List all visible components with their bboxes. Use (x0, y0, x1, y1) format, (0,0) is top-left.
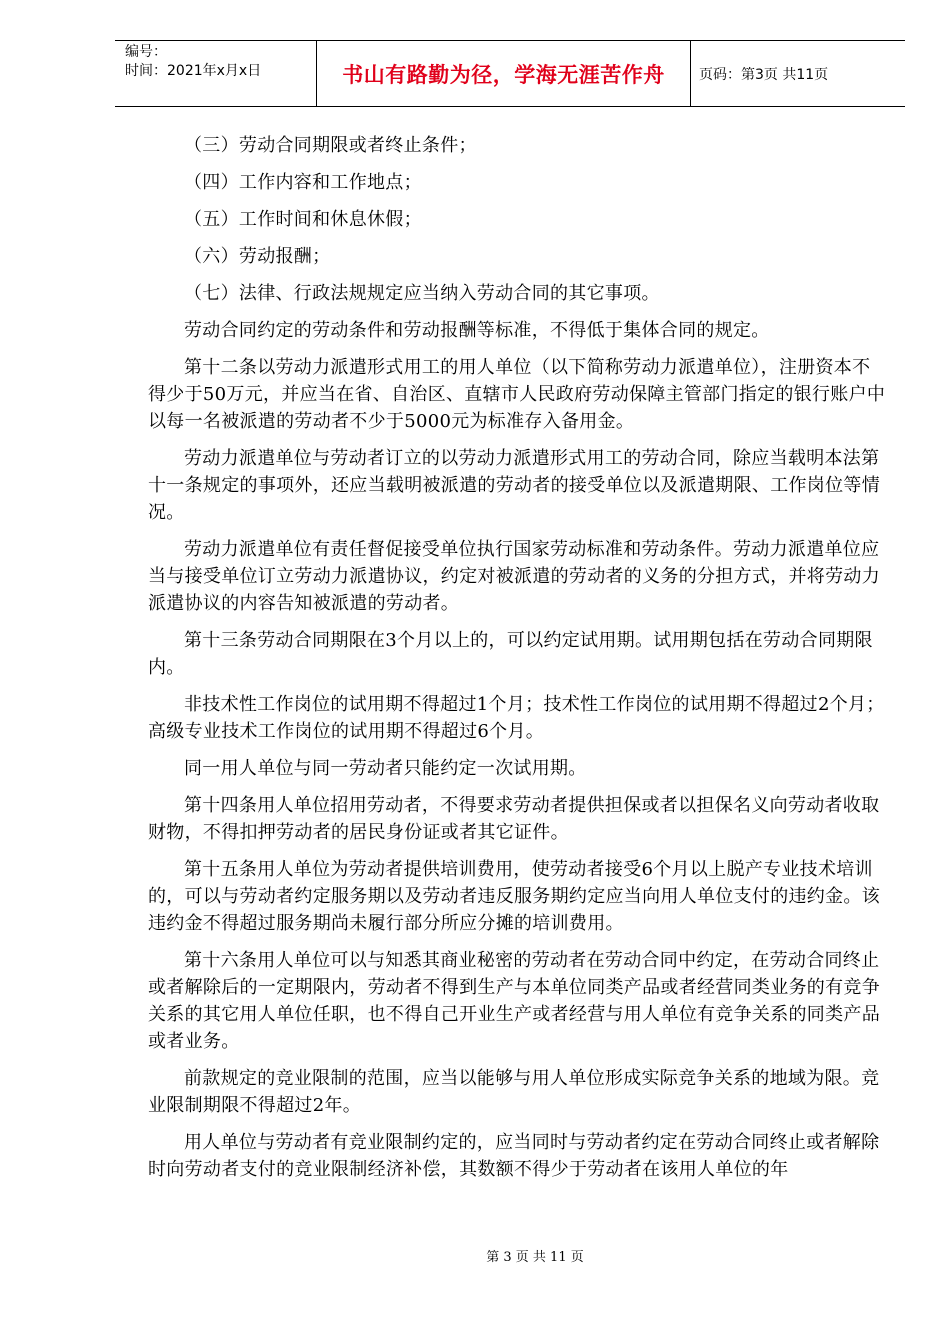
paragraph: 同一用人单位与同一劳动者只能约定一次试用期。 (184, 758, 587, 779)
paragraph: 第十四条用人单位招用劳动者，不得要求劳动者提供担保或者以担保名义向劳动者收取财物，不得扣押劳动者的居民身份证或者其它证件。 (148, 795, 880, 843)
paragraph: 第十二条以劳动力派遣形式用工的用人单位（以下简称劳动力派遣单位），注册资本不得少于50万元，并应当在省、自治区、直辖市人民政府劳动保障主管部门指定的银行账户中以每一名被派遣的劳动者不少于5000元为标准存入备用金。 (148, 357, 886, 432)
paragraph: （三）劳动合同期限或者终止条件； (184, 135, 477, 156)
paragraph: （五）工作时间和休息休假； (184, 209, 422, 230)
paragraph: 劳动力派遣单位有责任督促接受单位执行国家劳动标准和劳动条件。劳动力派遣单位应当与接受单位订立劳动力派遣协议，约定对被派遣的劳动者的义务的分担方式，并将劳动力派遣协议的内容告知被派遣的劳动者。 (148, 539, 880, 614)
paragraph: 劳动合同约定的劳动条件和劳动报酬等标准，不得低于集体合同的规定。 (184, 320, 770, 341)
paragraph: 第十六条用人单位可以与知悉其商业秘密的劳动者在劳动合同中约定，在劳动合同终止或者解除后的一定期限内，劳动者不得到生产与本单位同类产品或者经营同类业务的有竞争关系的其它用人单位任职，也不得自己开业生产或者经营与用人单位有竞争关系的同类产品或者业务。 (148, 950, 880, 1052)
paragraph: 第十五条用人单位为劳动者提供培训费用，使劳动者接受6个月以上脱产专业技术培训的，可以与劳动者约定服务期以及劳动者违反服务期约定应当向用人单位支付的违约金。该违约金不得超过服务期尚未履行部分所应分摊的培训费用。 (148, 859, 880, 934)
header-meta (115, 41, 317, 106)
paragraph: （四）工作内容和工作地点； (184, 172, 422, 193)
header-page-cell (691, 41, 905, 106)
motto-text: 书山有路勤为径，学海无涯苦作舟 (342, 62, 665, 87)
paragraph: 用人单位与劳动者有竞业限制约定的，应当同时与劳动者约定在劳动合同终止或者解除时向劳动者支付的竞业限制经济补偿，其数额不得少于劳动者在该用人单位的年 (148, 1132, 880, 1180)
paragraph: 第十三条劳动合同期限在3个月以上的，可以约定试用期。试用期包括在劳动合同期限内。 (148, 630, 873, 678)
number-label: 编号： (125, 44, 167, 60)
header-motto-cell (317, 41, 691, 106)
document-body (148, 132, 888, 1193)
paragraph: 非技术性工作岗位的试用期不得超过1个月；技术性工作岗位的试用期不得超过2个月；高级专业技术工作岗位的试用期不得超过6个月。 (148, 694, 885, 742)
paragraph: （六）劳动报酬； (184, 246, 331, 267)
page-info: 页码：第3页 共11页 (699, 66, 829, 83)
time-label: 时间：2021年x月x日 (125, 63, 262, 79)
footer-page-number: 第 3 页 共 11 页 (486, 1250, 584, 1265)
paragraph: 前款规定的竞业限制的范围，应当以能够与用人单位形成实际竞争关系的地域为限。竞业限制期限不得超过2年。 (148, 1068, 880, 1116)
paragraph: （七）法律、行政法规规定应当纳入劳动合同的其它事项。 (184, 283, 660, 304)
paragraph: 劳动力派遣单位与劳动者订立的以劳动力派遣形式用工的劳动合同，除应当载明本法第十一条规定的事项外，还应当载明被派遣的劳动者的接受单位以及派遣期限、工作岗位等情况。 (148, 448, 880, 523)
page-footer (0, 1246, 950, 1265)
document-header (115, 40, 905, 107)
